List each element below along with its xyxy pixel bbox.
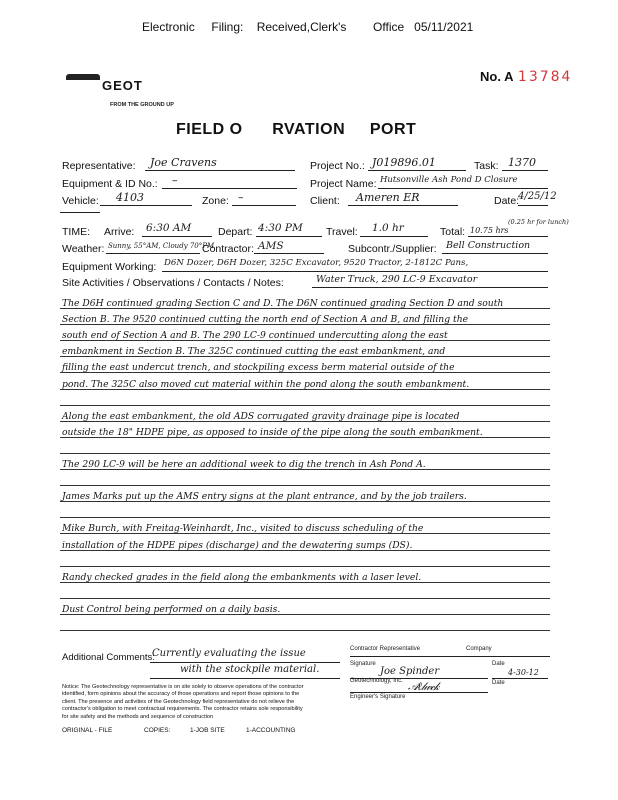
representative-value: Joe Cravens: [150, 156, 217, 169]
ruled-line: [60, 630, 550, 631]
equipment-working-value: D6N Dozer, D6H Dozer, 325C Excavator, 9520 Tractor, 2-1812C Pans,: [164, 258, 469, 268]
date-small-label: Date: [492, 661, 505, 667]
additional-comment-line-2: with the stockpile material.: [180, 664, 320, 675]
narrative-line: The 290 LC-9 will be here an additional week to dig the trench in Ash Pond A.: [62, 459, 426, 470]
narrative-line: Along the east embankment, the old ADS corrugated gravity drainage pipe is located: [62, 410, 460, 422]
additional-comment-line-1: Currently evaluating the issue: [152, 648, 306, 659]
time-label: TIME:: [62, 226, 90, 238]
contractor-rep-label: Contractor Representative: [350, 646, 421, 652]
engineer-signature-label: Engineer's Signature: [350, 694, 406, 700]
notice-line: client. The presence and activities of the Geotechnology field representative do not relieve the: [62, 698, 295, 705]
project-no-label: Project No.:: [310, 160, 365, 172]
narrative-line: outside the 18" HDPE pipe, as opposed to inside of the pipe along the south embankment.: [62, 426, 483, 438]
arrive-value: 6:30 AM: [146, 222, 192, 234]
signature-label: Signature: [350, 661, 376, 667]
additional-comments-label: Additional Comments:: [62, 652, 155, 663]
client-value: Ameren ER: [356, 191, 420, 204]
contractor-label: Contractor:: [202, 243, 254, 255]
travel-value: 1.0 hr: [372, 222, 404, 234]
filing-stamp: Electronic Filing: Received,Clerk's Office 05/11/2021: [142, 20, 474, 34]
narrative-line: filling the east undercut trench, and stockpiling excess berm material outside of the: [62, 362, 455, 374]
notice-line: identified, form opinions about the accuracy of those operations and report those opinions to the: [62, 691, 300, 698]
equipment-working-label: Equipment Working:: [62, 261, 157, 273]
logo-tagline: FROM THE GROUND UP: [110, 102, 174, 108]
notice-text: [62, 684, 304, 721]
narrative-line: embankment in Section B. The 325C continued cutting the east embankment, and: [62, 346, 446, 358]
notice-line: Notice: The Geotechnology representative is on site solely to observe operations of the contractor: [62, 684, 304, 690]
narrative-line: Mike Burch, with Freitag-Weinhardt, Inc., visited to discuss scheduling of the: [62, 523, 424, 535]
project-name-value: Hutsonville Ash Pond D Closure: [380, 175, 518, 185]
report-number-label: No. A: [480, 69, 514, 84]
footer-accounting: 1-ACCOUNTING: [246, 727, 296, 734]
ruled-line: [60, 517, 550, 518]
weather-value: Sunny, 55°AM, Cloudy 70°PM: [108, 242, 215, 250]
report-number-value: 13784: [517, 69, 573, 85]
ruled-line: [60, 598, 550, 599]
ruled-line: [60, 566, 550, 567]
vehicle-value: 4103: [116, 191, 144, 204]
footer-original: ORIGINAL - FILE: [62, 727, 113, 734]
logo-mark-icon: [66, 74, 100, 80]
project-name-label: Project Name:: [310, 178, 377, 190]
vehicle-label: Vehicle:: [62, 195, 99, 207]
narrative-line: Section B. The 9520 continued cutting the north end of Section A and B, and filling the: [62, 314, 469, 326]
site-activities-label: Site Activities / Observations / Contacts / Notes:: [62, 277, 284, 289]
project-no-value: J019896.01: [372, 156, 436, 169]
zone-value: –: [238, 191, 244, 204]
site-activities-value: Water Truck, 290 LC-9 Excavator: [316, 274, 478, 285]
footer-job-site: 1-JOB SITE: [190, 727, 225, 734]
engineer-signature-scribble: 𝒜ℓ𝓁𝓌𝒸𝓀: [408, 680, 439, 693]
travel-label: Travel:: [326, 226, 358, 238]
signature-date: 4-30-12: [508, 668, 539, 677]
date-label: Date:: [494, 195, 520, 207]
ruled-line: [60, 405, 550, 406]
zone-label: Zone:: [202, 195, 229, 207]
company-label: Company: [466, 646, 492, 652]
narrative-line: The D6H continued grading Section C and D. The D6N continued grading Section D and south: [62, 298, 504, 309]
notice-line: contractor's obligation to meet contractual requirements. The contractor retains sole responsibility: [62, 706, 303, 713]
equipment-value: –: [172, 174, 178, 187]
weather-label: Weather:: [62, 243, 105, 255]
total-label: Total:: [440, 226, 466, 238]
footer-copies: COPIES:: [144, 727, 171, 734]
ruled-line: [60, 485, 550, 486]
ruled-line: [60, 453, 550, 454]
narrative-line: pond. The 325C also moved cut material within the pond along the south embankment.: [62, 378, 470, 390]
logo-text: GEOT: [102, 78, 143, 93]
narrative-line: south end of Section A and B. The 290 LC-9 continued undercutting along the east: [62, 330, 448, 342]
total-note: (0.25 hr for lunch): [508, 218, 569, 226]
contractor-value: AMS: [258, 240, 284, 252]
depart-value: 4:30 PM: [258, 222, 303, 234]
narrative-line: James Marks put up the AMS entry signs at the plant entrance, and by the job trailers.: [62, 491, 467, 503]
date-small-label-2: Date: [492, 680, 505, 686]
depart-label: Depart:: [218, 226, 253, 238]
total-value: 10.75 hrs: [470, 226, 509, 235]
notice-line: for site safety and the methods and sequence of construction: [62, 713, 214, 720]
report-number: [480, 68, 572, 86]
geotech-label: Geotechnology, Inc.: [350, 678, 403, 684]
equipment-label: Equipment & ID No.:: [62, 178, 158, 190]
arrive-label: Arrive:: [104, 226, 135, 238]
subcontractor-value: Bell Construction: [446, 240, 531, 251]
narrative-line: Dust Control being performed on a daily basis.: [62, 603, 281, 615]
narrative-line: installation of the HDPE pipes (discharge) and the dewatering sumps (DS).: [62, 539, 413, 551]
task-value: 1370: [508, 156, 536, 169]
page-title: FIELD O RVATION PORT: [176, 121, 417, 138]
narrative-line: Randy checked grades in the field along the embankments with a laser level.: [62, 571, 422, 583]
subcontractor-label: Subcontr./Supplier:: [348, 243, 437, 255]
representative-label: Representative:: [62, 160, 136, 172]
task-label: Task:: [474, 160, 499, 172]
date-value: 4/25/12: [518, 191, 557, 202]
client-label: Client:: [310, 195, 340, 207]
contractor-signature: Joe Spinder: [380, 666, 440, 677]
